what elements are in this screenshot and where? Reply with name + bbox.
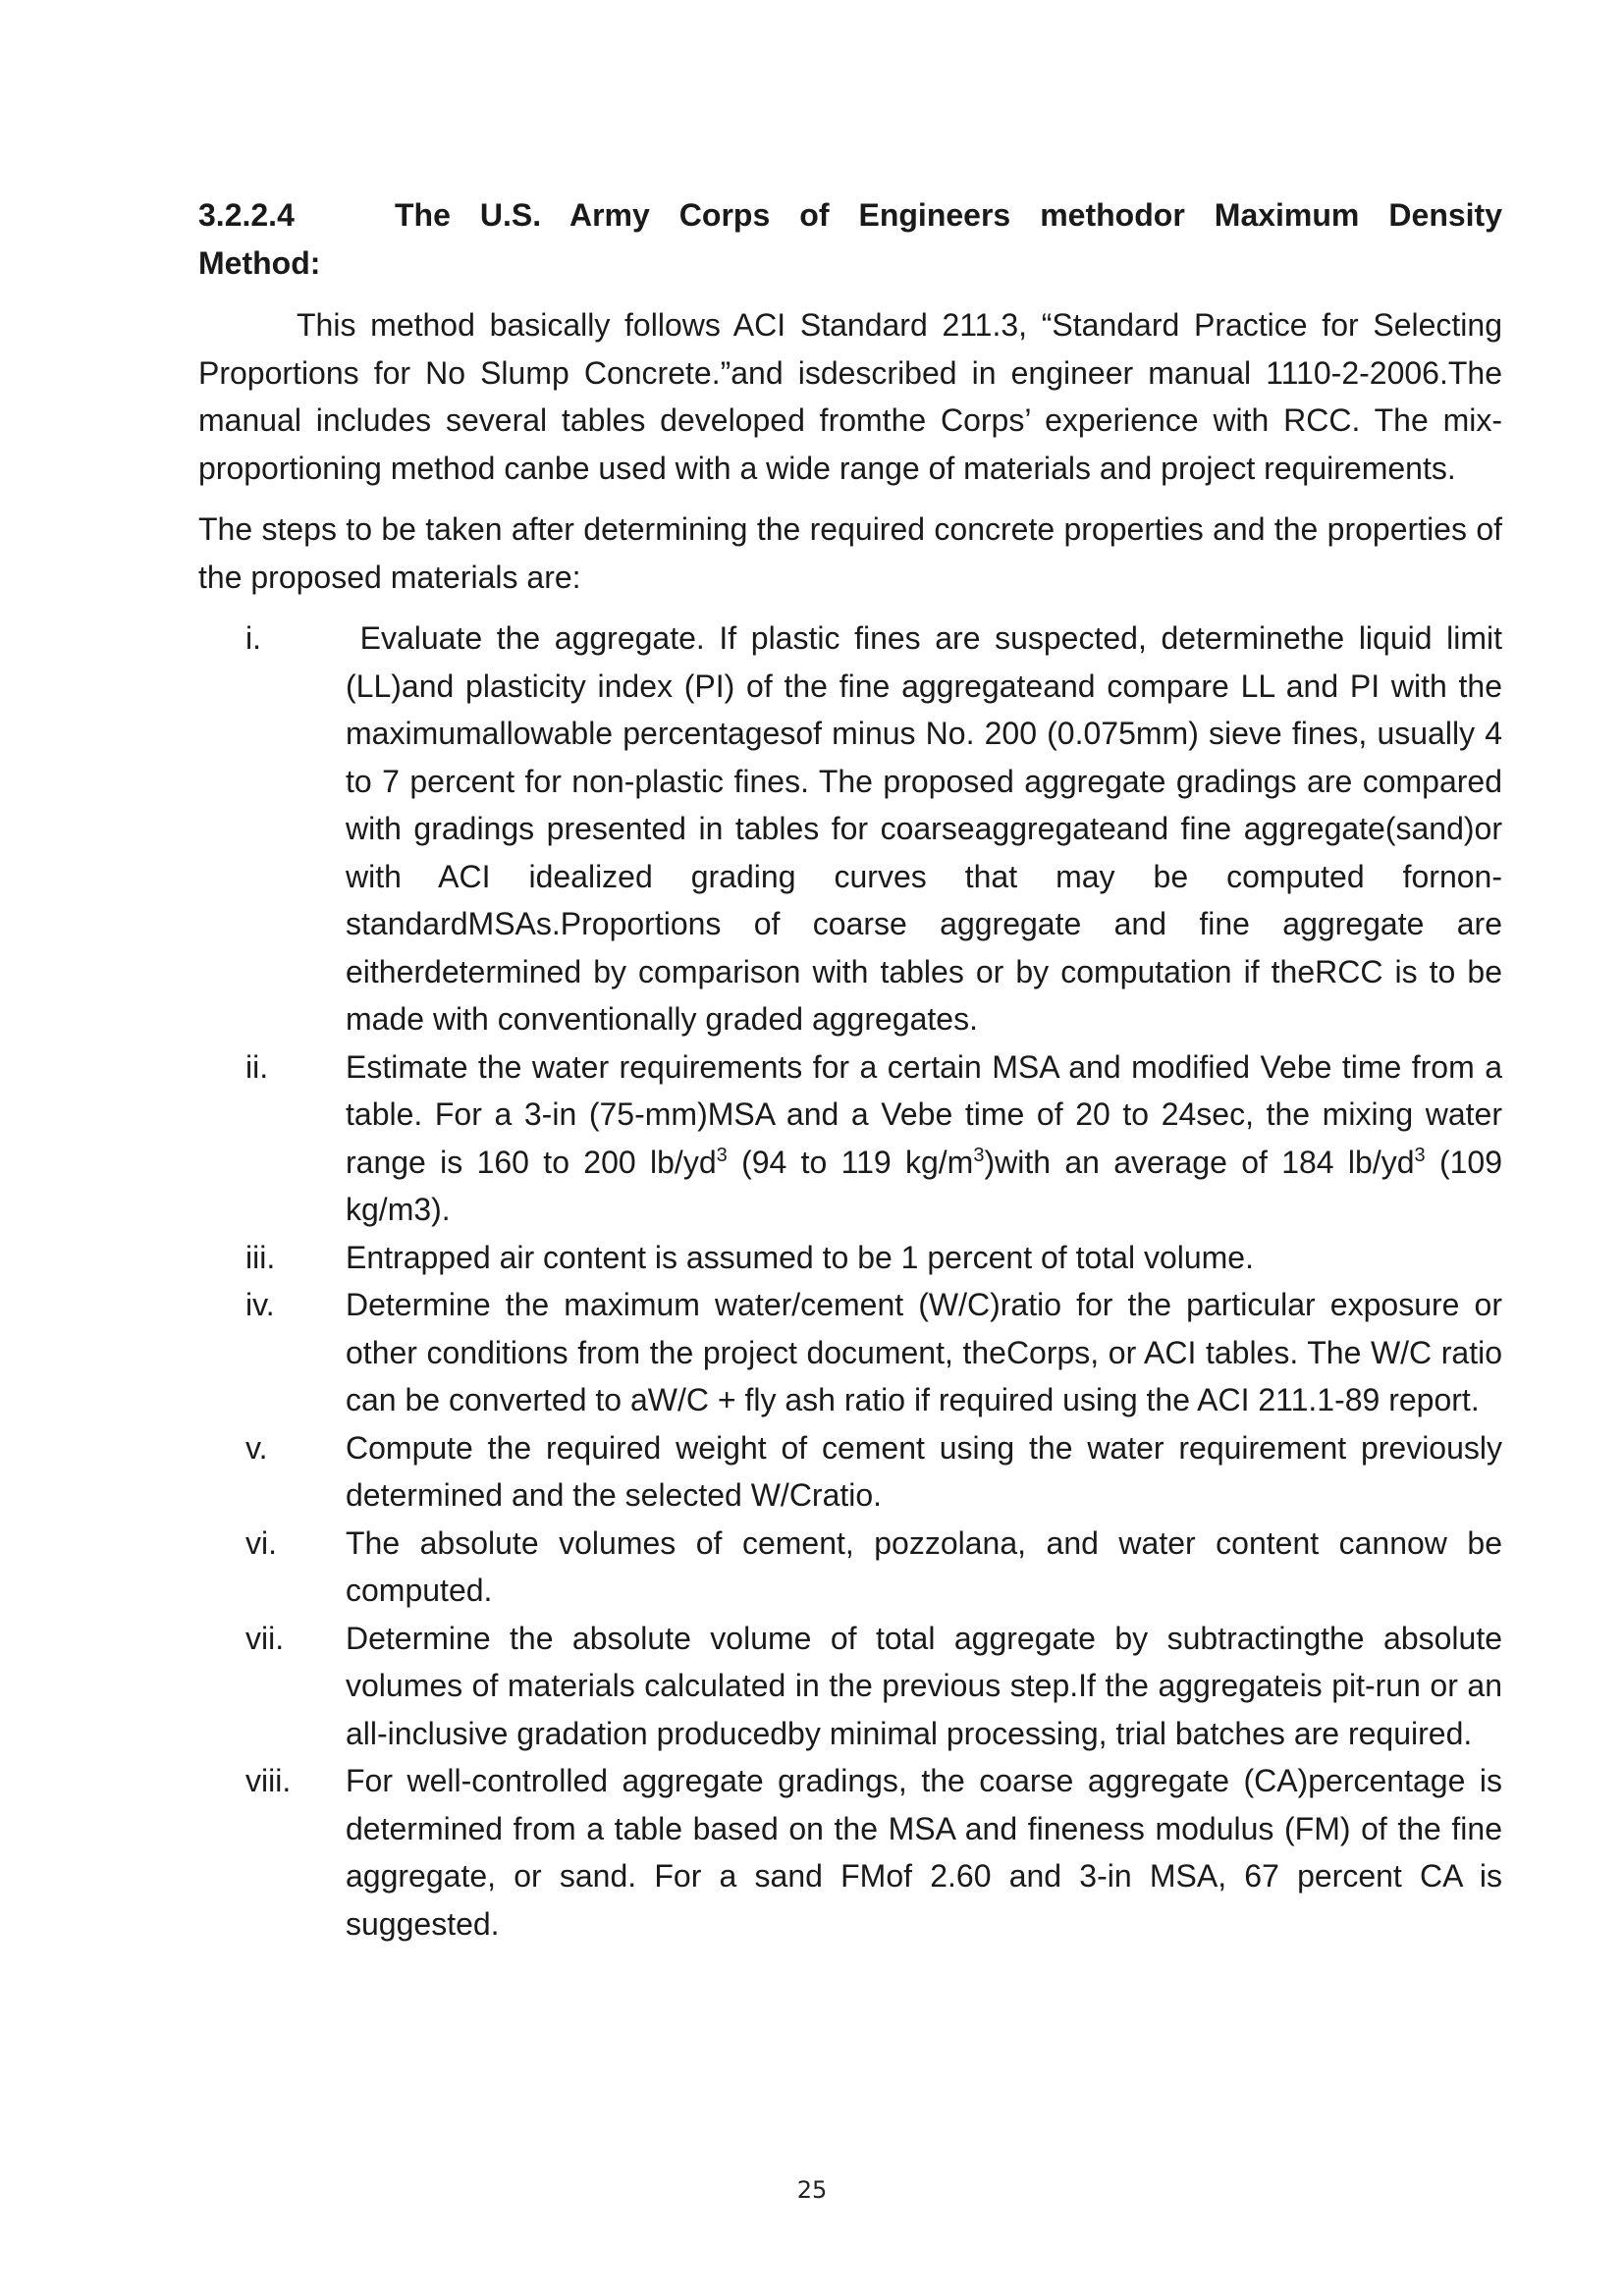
list-item-text (346, 1043, 1502, 1234)
section-heading (198, 191, 1502, 288)
list-item (198, 1424, 1502, 1520)
list-item (198, 1281, 1502, 1424)
list-item-text: Determine the maximum water/cement (W/C)ratio for the particular exposure or other conditions from the project document, theCorps, or ACI tables. The W/C ratio can be converted to aW/C + fly ash ratio if required using the ACI 211.1-89 report. (346, 1287, 1502, 1417)
section-heading-row (198, 191, 1502, 240)
list-item (198, 1757, 1502, 1948)
superscript: 3 (716, 1144, 728, 1166)
list-marker: vi. (245, 1524, 277, 1561)
superscript: 3 (973, 1144, 985, 1166)
list-item-text: Evaluate the aggregate. If plastic fines are suspected, determinethe liquid limit (LL)and plasticity index (PI) of the fine aggregateand compare LL and PI with the maximumallowable percentagesof minus No. 200 (0.075mm) sieve fines, usually 4 to 7 percent for non-plastic fines. The proposed aggregate gradings are compared with gradings presented in tables for coarseaggregateand fine aggregate(sand)or with ACI idealized grading curves that may be computed fornon-standardMSAs.Proportions of coarse aggregate and fine aggregate are eitherdetermined by comparison with tables or by computation if theRCC is to be made with conventionally graded aggregates. (346, 620, 1511, 1037)
text-segment: (94 to 119 kg/m (727, 1144, 974, 1180)
section-title: The U.S. Army Corps of Engineers methodor Maximum Density (395, 197, 1502, 233)
steps-intro-paragraph: The steps to be taken after determining the required concrete properties and the properties of the proposed materials are: (198, 511, 1502, 595)
list-marker: iii. (245, 1239, 276, 1275)
page-content (198, 191, 1511, 1948)
section-title-continuation: Method: (198, 245, 321, 281)
superscript: 3 (1414, 1144, 1426, 1166)
text-segment: )with an average of 184 lb/yd (984, 1144, 1415, 1180)
list-item (198, 1615, 1502, 1758)
section-number: 3.2.2.4 (198, 197, 295, 233)
list-marker: ii. (245, 1048, 269, 1085)
list-item-text: The absolute volumes of cement, pozzolana, and water content cannow be computed. (346, 1524, 1502, 1608)
list-item (198, 614, 1511, 1043)
text-segment: Estimate the water requirements for a certain MSA and modified Vebe time from a table. For a 3-in (75-mm)MSA and a Vebe time of 20 to 24sec, the mixing water range is 160 to 200 lb/yd (346, 1048, 1502, 1180)
list-item-text: Determine the absolute volume of total aggregate by subtractingthe absolute volumes of materials calculated in the previous step.If the aggregateis pit-run or an all-inclusive gradation producedby minimal processing, trial batches are required. (346, 1620, 1502, 1751)
list-item (198, 1520, 1502, 1615)
list-item (198, 1043, 1502, 1234)
list-marker: viii. (245, 1763, 292, 1798)
steps-list (198, 614, 1511, 1948)
intro-paragraph: This method basically follows ACI Standard 211.3, “Standard Practice for Selecting Proportions for No Slump Concrete.”and isdescribed in engineer manual 1110-2-2006.The manual includes several tables developed fromthe Corps’ experience with RCC. The mix-proportioning method canbe used with a wide range of materials and project requirements. (198, 307, 1502, 486)
list-marker: vii. (245, 1620, 285, 1656)
page-number: 25 (796, 2176, 828, 2204)
text-segment: (109 kg/m3). (346, 1144, 1503, 1227)
list-marker: v. (245, 1429, 268, 1466)
list-marker: iv. (245, 1287, 275, 1322)
list-item-text: Compute the required weight of cement using the water requirement previously determined and the selected W/Cratio. (346, 1429, 1502, 1513)
list-item (198, 1234, 1502, 1282)
list-item-text: For well-controlled aggregate gradings, the coarse aggregate (CA)percentage is determined from a table based on the MSA and fineness modulus (FM) of the fine aggregate, or sand. For a sand FMof 2.60 and 3-in MSA, 67 percent CA is suggested. (346, 1763, 1502, 1942)
list-item-text: Entrapped air content is assumed to be 1 percent of total volume. (346, 1239, 1254, 1275)
list-marker: i. (245, 620, 261, 656)
